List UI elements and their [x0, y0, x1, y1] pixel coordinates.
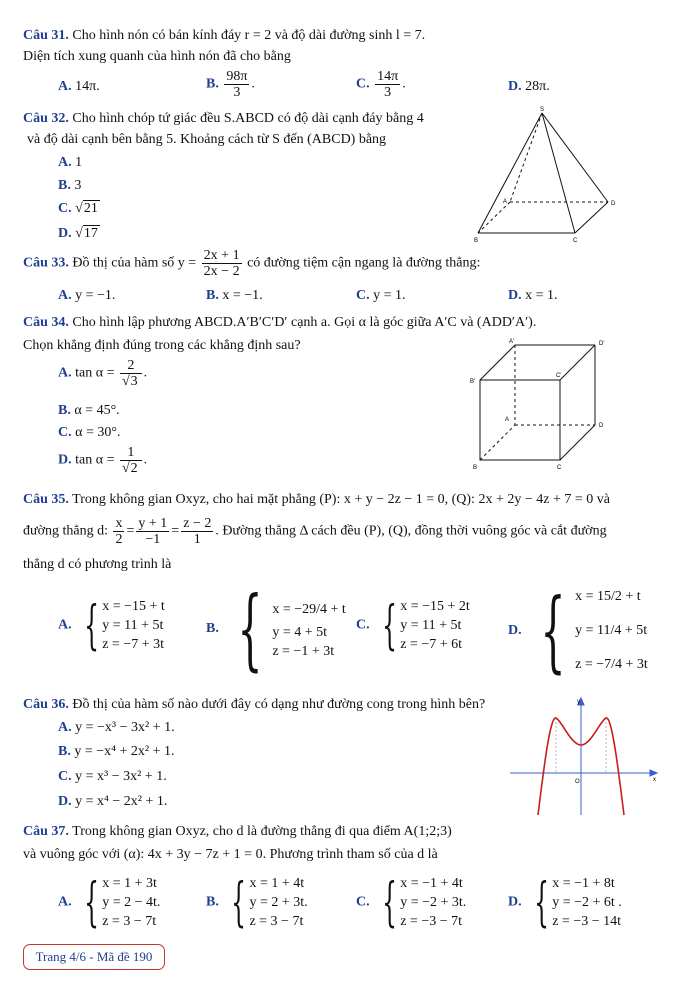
q32-option-a[interactable]: A. 1	[58, 155, 83, 170]
q33-option-c[interactable]: C. y = 1.	[356, 288, 406, 303]
q36-stem: Câu 36. Đồ thị của hàm số nào dưới đây có dạng như đường cong trong hình bên?	[23, 697, 486, 712]
svg-text:A′: A′	[509, 339, 515, 345]
pyramid-figure	[470, 105, 620, 245]
page-footer-badge: Trang 4/6 - Mã đề 190	[23, 944, 165, 970]
svg-text:C: C	[573, 238, 578, 244]
q32-option-d[interactable]: D. √17	[58, 226, 98, 241]
q33-option-d[interactable]: D. x = 1.	[508, 288, 558, 303]
svg-text:C′: C′	[556, 373, 562, 379]
q31-option-a[interactable]: A. 14π.	[58, 79, 100, 94]
q31-stem-line2: Diện tích xung quanh của hình nón đã cho bằng	[23, 49, 291, 64]
q37-option-d[interactable]: D. { x = −1 + 8t y = −2 + 6t . z = −3 − 14t	[508, 872, 622, 933]
svg-text:y: y	[577, 699, 580, 705]
q34-stem-line2: Chọn khẳng định đúng trong các khẳng định sau?	[23, 338, 301, 353]
q35-option-a[interactable]: A. { x = −15 + t y = 11 + 5t z = −7 + 3t	[58, 595, 165, 656]
q32-stem-line2: và độ dài cạnh bên bằng 5. Khoảng cách từ S đến (ABCD) bằng	[27, 132, 387, 147]
q37-stem-line1: Câu 37. Trong không gian Oxyz, cho d là đường thẳng đi qua điểm A(1;2;3)	[23, 824, 452, 839]
q31-stem-line1: Câu 31. Cho hình nón có bán kính đáy r = 2 và độ dài đường sinh l = 7.	[23, 28, 426, 43]
q37-option-c[interactable]: C. { x = −1 + 4t y = −2 + 3t. z = −3 − 7t	[356, 872, 467, 933]
q37-option-a[interactable]: A. { x = 1 + 3t y = 2 − 4t. z = 3 − 7t	[58, 872, 161, 933]
svg-text:B′: B′	[470, 379, 476, 385]
svg-text:O: O	[575, 779, 580, 785]
q35-stem-line3: thẳng d có phương trình là	[23, 557, 172, 572]
q35-option-d[interactable]: D. { x = 15/2 + t y = 11/4 + 5t z = −7/4 + 3t	[508, 579, 648, 682]
svg-text:A: A	[505, 417, 510, 423]
q34-option-c[interactable]: C. α = 30°.	[58, 425, 121, 440]
q32-option-c[interactable]: C. √21	[58, 201, 98, 216]
q36-option-b[interactable]: B. y = −x⁴ + 2x² + 1.	[58, 744, 175, 759]
q32-stem-line1: Câu 32. Cho hình chóp tứ giác đều S.ABCD có độ dài cạnh đáy bằng 4	[23, 111, 424, 126]
svg-text:B: B	[473, 465, 478, 471]
q36-option-c[interactable]: C. y = x³ − 3x² + 1.	[58, 769, 167, 784]
q33-option-a[interactable]: A. y = −1.	[58, 288, 116, 303]
q34-option-d[interactable]: D. tan α = $\frac{1}{√2}$ .	[58, 445, 148, 476]
svg-text:D: D	[599, 423, 604, 429]
svg-text:D: D	[611, 201, 616, 207]
svg-text:C: C	[557, 465, 562, 471]
q31-option-d[interactable]: D. 28π.	[508, 79, 550, 94]
q35-option-c[interactable]: C. { x = −15 + 2t y = 11 + 5t z = −7 + 6t	[356, 595, 470, 656]
q34-stem-line1: Câu 34. Cho hình lập phương ABCD.A′B′C′D′ cạnh a. Gọi α là góc giữa A′C và (ADD′A′).	[23, 315, 537, 330]
q36-option-d[interactable]: D. y = x⁴ − 2x² + 1.	[58, 794, 168, 809]
q32-option-b[interactable]: B. 3	[58, 178, 82, 193]
svg-text:D′: D′	[599, 341, 605, 347]
q34-option-b[interactable]: B. α = 45°.	[58, 403, 120, 418]
cube-figure	[465, 335, 625, 475]
q37-option-b[interactable]: B. { x = 1 + 4t y = 2 + 3t. z = 3 − 7t	[206, 872, 308, 933]
q31-option-c[interactable]: C. $\frac{14\pi}{3}$ .	[356, 69, 406, 100]
q37-stem-line2: và vuông góc với (α): 4x + 3y − 7z + 1 = 0. Phương trình tham số của d là	[23, 847, 438, 862]
q34-option-a[interactable]: A. tan α = $\frac{2}{√3}$ .	[58, 358, 148, 389]
q33-option-b[interactable]: B. x = −1.	[206, 288, 263, 303]
q36-option-a[interactable]: A. y = −x³ − 3x² + 1.	[58, 720, 175, 735]
q35-stem-line1: Câu 35. Trong không gian Oxyz, cho hai mặt phẳng (P): x + y − 2z − 1 = 0, (Q): 2x + 2y − 4z + 7 = 0 và	[23, 492, 610, 507]
svg-text:A: A	[503, 199, 508, 205]
q35-option-b[interactable]: B. { x = −29/4 + t y = 4 + 5t z = −1 + 3t	[206, 577, 346, 680]
q33-stem: Câu 33. Đồ thị của hàm số y = $\frac{2x + 1}{2x - 2}$ có đường tiệm cận ngang là đường thẳng:	[23, 248, 481, 279]
svg-text:S: S	[540, 107, 545, 113]
svg-text:x: x	[653, 777, 656, 783]
q36-graph	[505, 695, 665, 820]
q31-option-b[interactable]: B. $\frac{98\pi}{3}$ .	[206, 69, 255, 100]
svg-text:B: B	[474, 238, 479, 244]
q35-stem-line2: đường thẳng d: $\frac{x}{2}$ = $\frac{y + 1}{-1}$ = $\frac{z - 2}{1}$ . Đường thẳng Δ cách đều (P), (Q), đồng thời vuông góc và cắt đường	[23, 516, 607, 547]
